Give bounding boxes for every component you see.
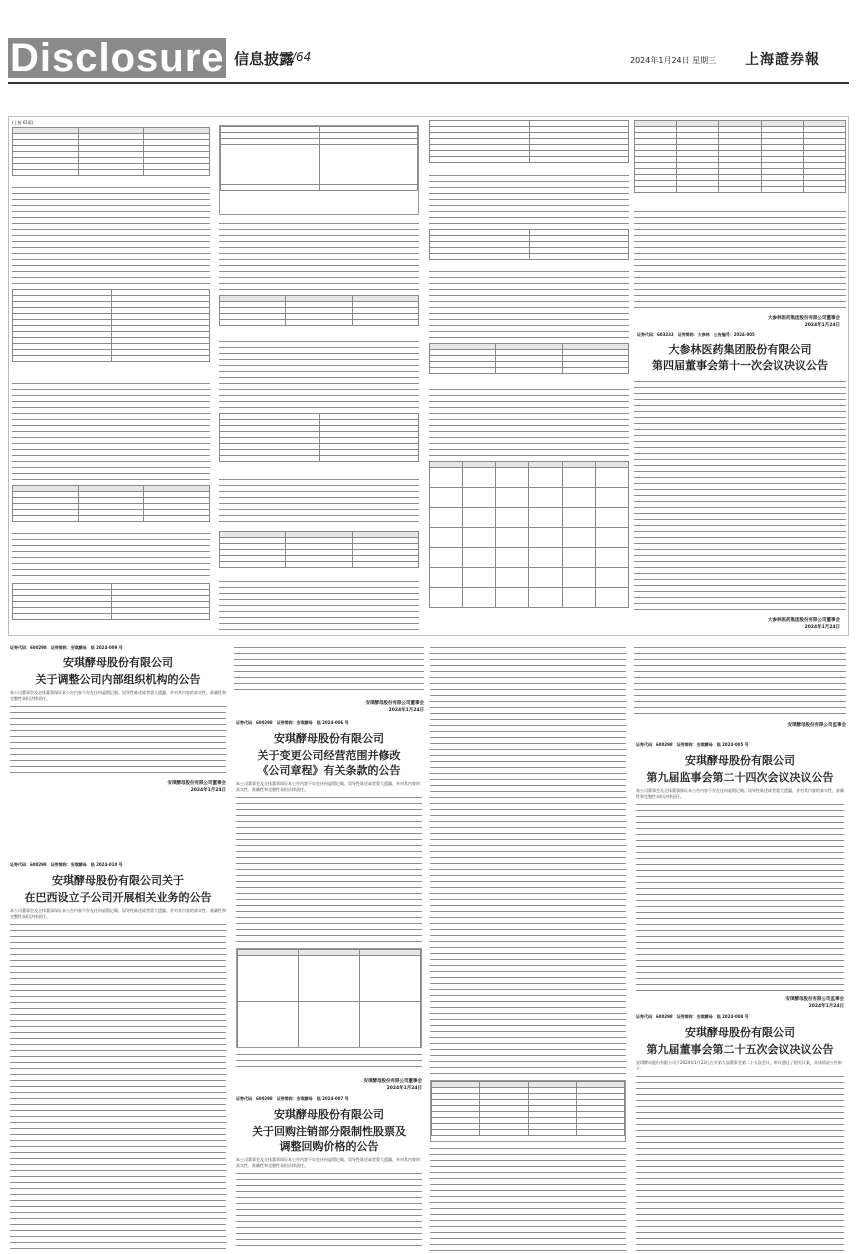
dashenlin-title: 第四届董事会第十一次会议决议公告 <box>652 359 828 372</box>
col3-text-3 <box>429 387 629 457</box>
dashenlin-date: 2024年1月24日 <box>804 625 840 630</box>
disclosure-logo: Disclosure <box>10 38 225 78</box>
ann4-code-line: 证券代码：600298 证券简称：安琪酵母 临 2024-007 号 <box>236 1096 349 1101</box>
ann1-intro: 本公司董事会及全体董事保证本公告内容不存在任何虚假记载、误导性陈述或者重大遗漏，并对其内容的真实性、准确性和完整性承担法律责任。 <box>10 690 226 701</box>
col1-table-4 <box>12 583 210 633</box>
ann1-signoff: 安琪酵母股份有限公司董事会 <box>167 781 226 786</box>
ann1-company: 安琪酵母股份有限公司 <box>63 656 173 669</box>
top-section <box>8 116 849 636</box>
ann3-body <box>236 795 422 945</box>
colB-signoff-top: 安琪酵母股份有限公司董事会 <box>365 701 424 706</box>
col3-table-4 <box>429 461 629 627</box>
colC-body-2 <box>430 1146 626 1251</box>
colD-continuation <box>634 645 846 715</box>
dashenlin-code-line: 证券代码：603233 证券简称：大参林 公告编号：2024-005 <box>637 332 755 337</box>
col4-text-1 <box>634 209 846 309</box>
ann4-body <box>236 1171 422 1251</box>
ann2-title: 在巴西设立子公司开展相关业务的公告 <box>24 891 212 904</box>
col4-signoff-1: 大参林医药集团股份有限公司董事会 <box>768 316 840 321</box>
col1-text-1 <box>12 185 210 285</box>
ann5-title: 第九届监事会第二十四次会议决议公告 <box>646 771 834 784</box>
ann4-title-2: 调整回购价格的公告 <box>279 1140 379 1153</box>
ann3-body-2 <box>236 1052 422 1072</box>
ann2-intro: 本公司董事会及全体董事保证本公告内容不存在任何虚假记载、误导性陈述或者重大遗漏，并对其内容的真实性、准确性和完整性承担法律责任。 <box>10 908 226 919</box>
dashenlin-body <box>634 379 846 611</box>
ann3-company: 安琪酵母股份有限公司 <box>274 732 384 745</box>
ann6-company: 安琪酵母股份有限公司 <box>685 1026 795 1039</box>
section-title: 信息披露 <box>234 50 295 68</box>
continued-label: (上接 61版) <box>12 120 34 125</box>
ann3-code-line: 证券代码：600298 证券简称：安琪酵母 临 2024-006 号 <box>236 720 349 725</box>
ann1-date: 2024年1月24日 <box>190 788 226 793</box>
ann1-body <box>10 704 226 774</box>
col4-date-1: 2024年1月24日 <box>804 323 840 328</box>
ann1-code-line: 证券代码：600298 证券简称：安琪酵母 临 2024-009 号 <box>10 645 123 650</box>
masthead <box>0 0 857 96</box>
col3-table-3 <box>429 343 629 383</box>
col2-text-2 <box>219 339 419 409</box>
dashenlin-company: 大参林医药集团股份有限公司 <box>668 343 812 356</box>
ann3-signoff: 安琪酵母股份有限公司董事会 <box>363 1079 422 1084</box>
colC-body-1 <box>430 645 626 1075</box>
ann2-company: 安琪酵母股份有限公司关于 <box>52 874 184 887</box>
ann3-table <box>236 948 422 1048</box>
ann3-title-1: 关于变更公司经营范围并修改 <box>257 749 401 762</box>
col2-text-3 <box>219 477 419 527</box>
ann1-title: 关于调整公司内部组织机构的公告 <box>35 673 201 686</box>
col1-table-1 <box>12 127 210 182</box>
col2-box <box>219 125 419 215</box>
ann3-title-2: 《公司章程》有关条款的公告 <box>257 764 401 777</box>
ann2-code-line: 证券代码：600298 证券简称：安琪酵母 临 2024-010 号 <box>10 862 123 867</box>
col1-text-3 <box>12 531 210 581</box>
ann4-intro: 本公司董事会及全体董事保证本公告内容不存在任何虚假记载、误导性陈述或者重大遗漏，并对其内容的真实性、准确性和完整性承担法律责任。 <box>236 1157 420 1168</box>
colB-date-top: 2024年1月24日 <box>388 708 424 713</box>
colB-continuation <box>234 645 424 693</box>
newspaper-name: 上海證券報 <box>745 52 820 68</box>
ann4-title-1: 关于回购注销部分限制性股票及 <box>252 1125 406 1138</box>
col1-table-3 <box>12 485 210 527</box>
ann3-date: 2024年1月24日 <box>386 1086 422 1091</box>
col2-table-3 <box>219 531 419 576</box>
col3-table-2 <box>429 229 629 265</box>
ann6-code-line: 证券代码：600298 证券简称：安琪酵母 临 2024-008 号 <box>636 1014 749 1019</box>
ann5-date: 2024年1月24日 <box>808 1004 844 1009</box>
col3-table-1 <box>429 120 629 170</box>
ann6-intro: 安琪酵母股份有限公司于2024年1月23日召开第九届董事会第二十五次会议，审议通过了相关议案，具体情况公告如下： <box>636 1060 842 1071</box>
col2-table-2 <box>219 413 419 473</box>
ann4-company: 安琪酵母股份有限公司 <box>274 1108 384 1121</box>
dashenlin-signoff: 大参林医药集团股份有限公司董事会 <box>768 618 840 623</box>
issue-date: 2024年1月24日 星期三 <box>630 56 717 65</box>
ann2-body <box>10 922 226 1250</box>
col2-table-1 <box>219 295 419 335</box>
ann5-body <box>636 802 844 992</box>
ann5-signoff: 安琪酵母股份有限公司监事会 <box>785 997 844 1002</box>
col2-text-4 <box>219 579 419 633</box>
header-rule <box>8 82 849 84</box>
page-number: /64 <box>292 50 312 64</box>
col1-text-2 <box>12 381 210 481</box>
ann5-code-line: 证券代码：600298 证券简称：安琪酵母 临 2024-005 号 <box>636 742 749 747</box>
col2-text-1 <box>219 221 419 291</box>
col3-text-1 <box>429 173 629 227</box>
ann3-intro: 本公司董事会及全体董事保证本公告内容不存在任何虚假记载、误导性陈述或者重大遗漏，并对其内容的真实性、准确性和完整性承担法律责任。 <box>236 781 420 792</box>
colC-table <box>430 1080 626 1142</box>
ann5-intro: 本公司董事会及全体董事保证本公告内容不存在任何虚假记载、误导性陈述或者重大遗漏，并对其内容的真实性、准确性和完整性承担法律责任。 <box>636 788 844 799</box>
ann6-title: 第九届董事会第二十五次会议决议公告 <box>646 1043 834 1056</box>
col1-table-2 <box>12 289 210 377</box>
colD-signoff-top: 安琪酵母股份有限公司监事会 <box>787 723 846 728</box>
ann6-body <box>636 1074 844 1251</box>
col4-table-1 <box>634 120 846 204</box>
col3-text-2 <box>429 269 629 339</box>
ann5-company: 安琪酵母股份有限公司 <box>685 754 795 767</box>
